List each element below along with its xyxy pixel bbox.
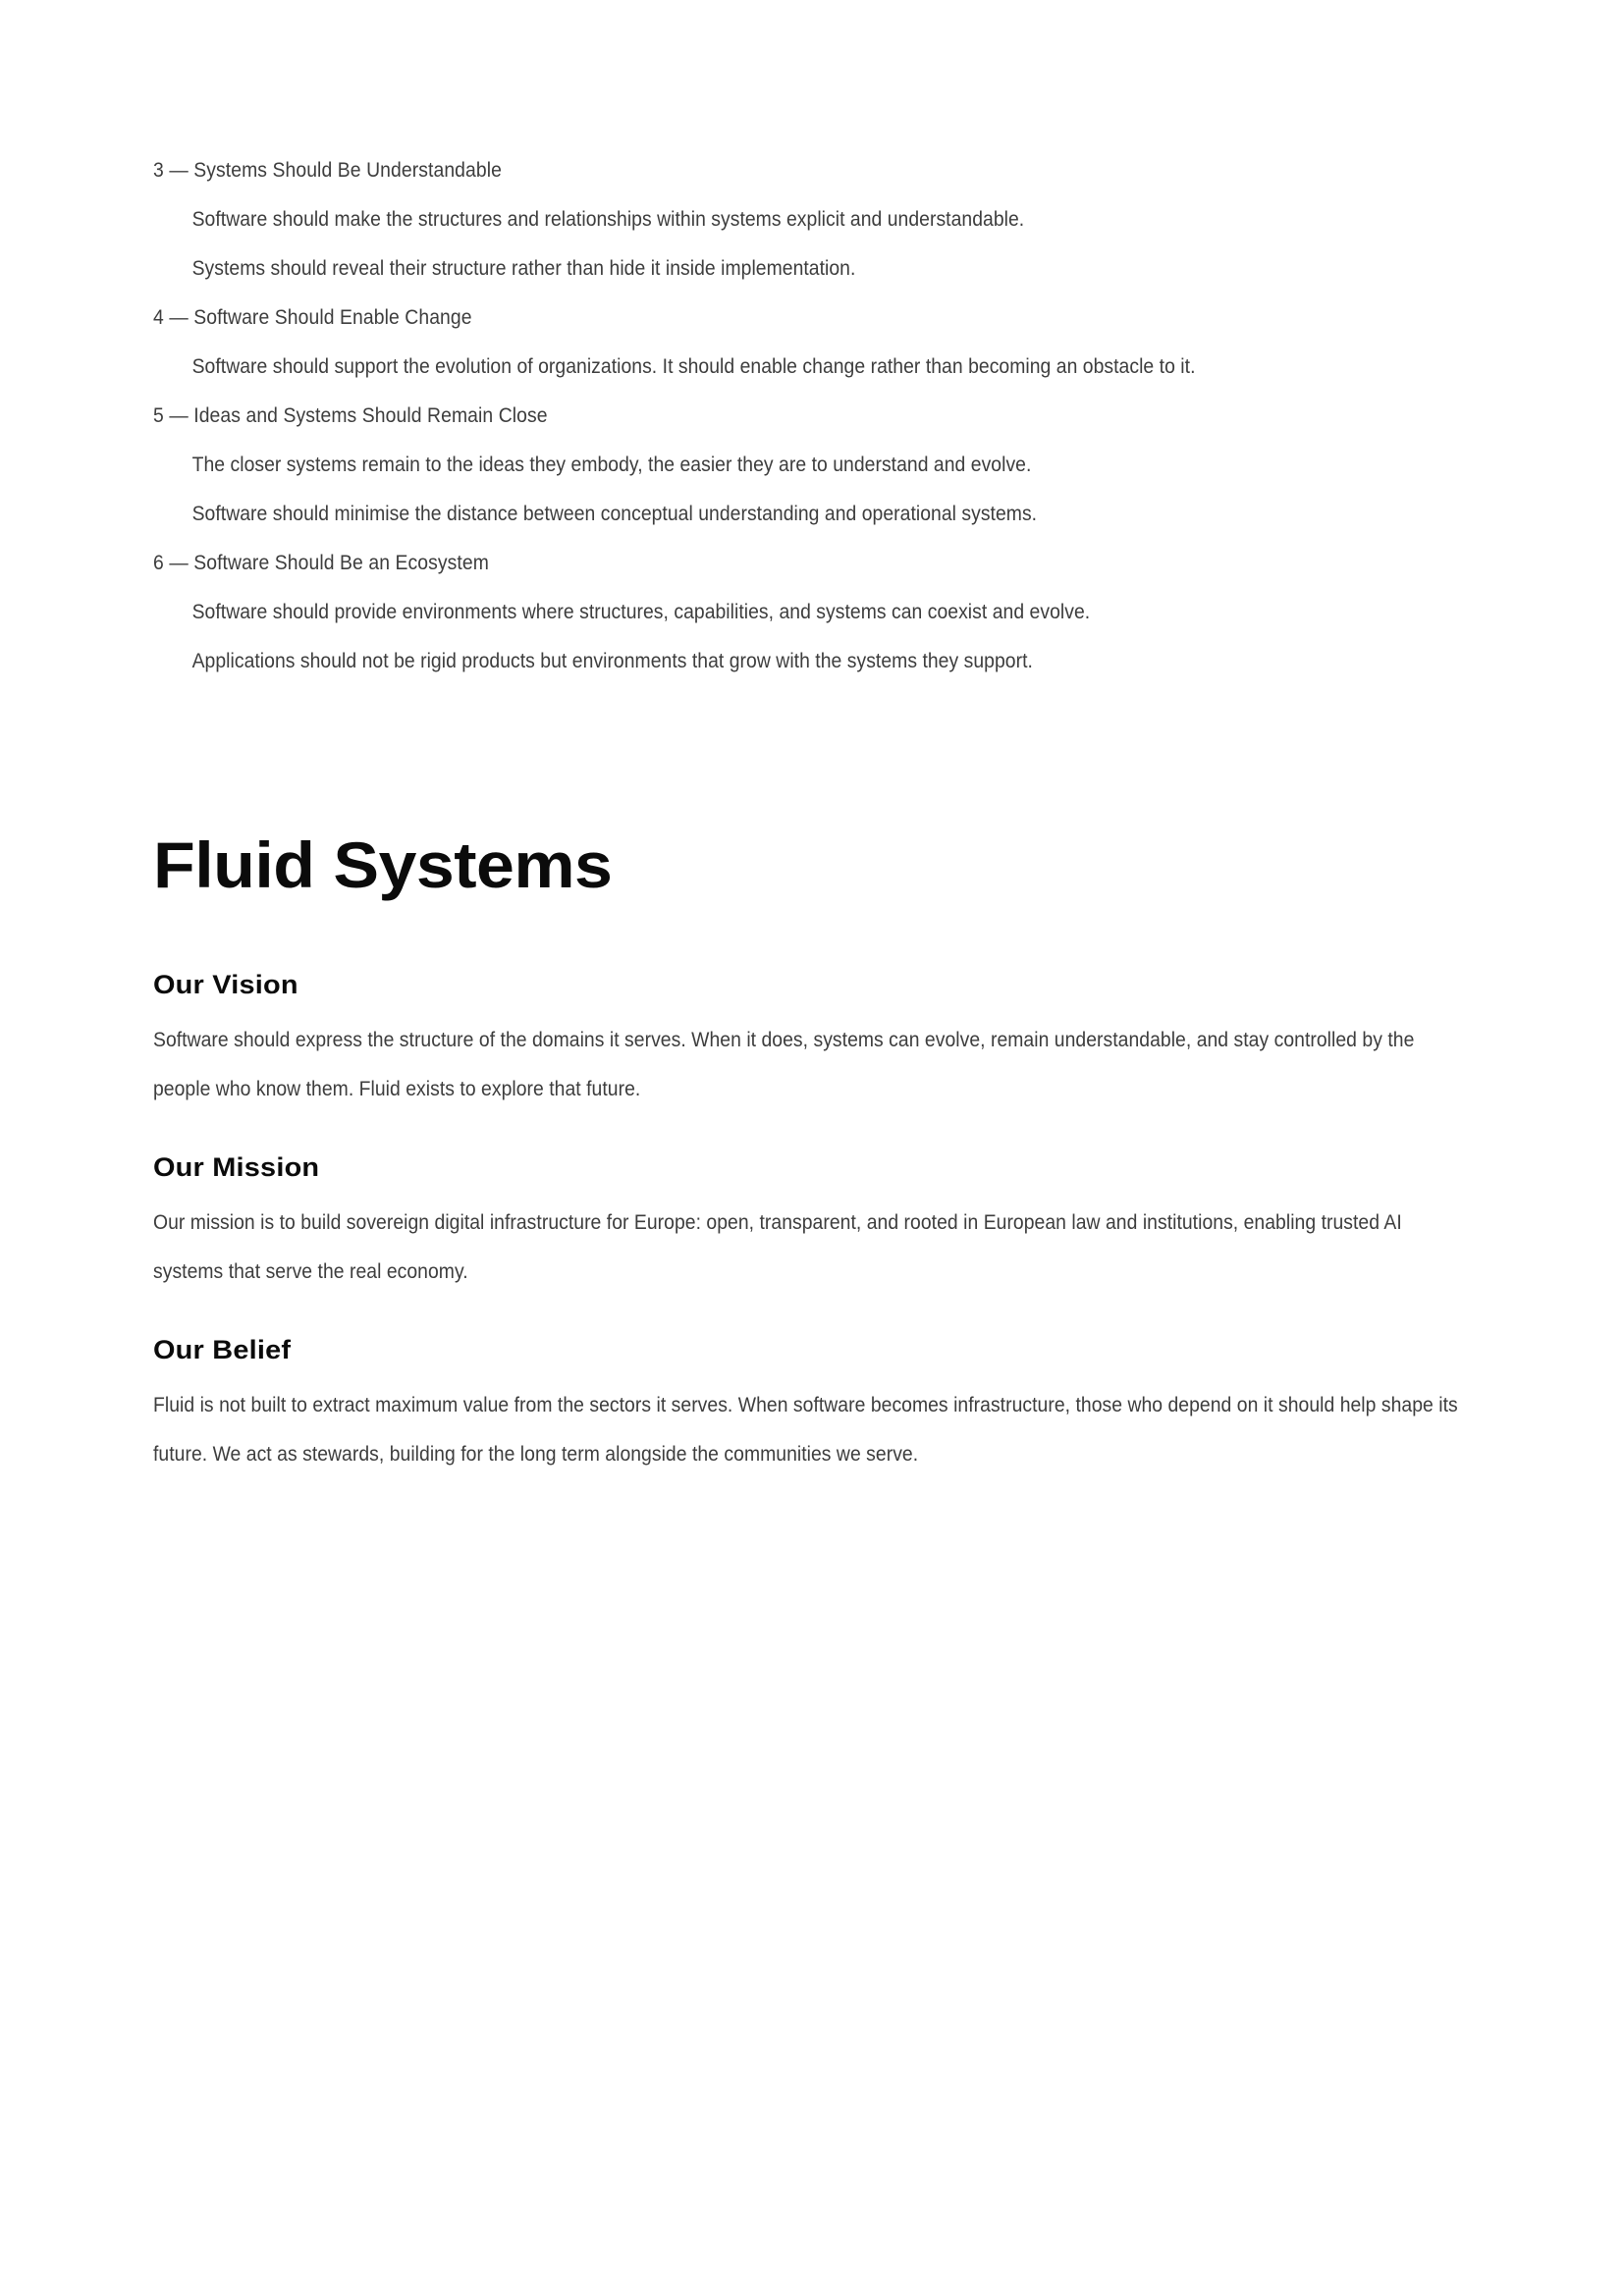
list-item	[153, 391, 1472, 538]
section-body: Fluid is not built to extract maximum value from the sectors it serves. When software becomes infrastructure, those who depend on it should help shape its future. We act as stewards, building for the long term alongside the communities we serve.	[153, 1393, 1458, 1466]
section-heading: Our Mission	[153, 1152, 320, 1182]
principle-title: 3 — Systems Should Be Understandable	[153, 158, 502, 182]
principle-detail-list	[153, 440, 1472, 538]
principle-detail-line: Applications should not be rigid products but environments that grow with the systems they support.	[191, 649, 1033, 672]
principle-detail-list	[153, 194, 1472, 293]
principle-detail-line: Software should provide environments where structures, capabilities, and systems can coexist and evolve.	[191, 600, 1091, 623]
principles-list	[153, 145, 1472, 685]
sections-container	[153, 968, 1474, 1478]
section-body: Software should express the structure of the domains it serves. When it does, systems can evolve, remain understandable, and stay controlled by the people who know them. Fluid exists to explore that future.	[153, 1028, 1415, 1100]
principle-title: 4 — Software Should Enable Change	[153, 305, 472, 329]
section-our-mission	[153, 1150, 1474, 1296]
principle-title: 5 — Ideas and Systems Should Remain Close	[153, 403, 548, 427]
section-our-vision	[153, 968, 1474, 1113]
principle-detail-line: Software should minimise the distance between conceptual understanding and operational systems.	[191, 502, 1038, 525]
section-body: Our mission is to build sovereign digital infrastructure for Europe: open, transparent, and rooted in European law and institutions, enabling trusted AI systems that serve the real economy.	[153, 1210, 1402, 1283]
principle-detail-line: The closer systems remain to the ideas they embody, the easier they are to understand and evolve.	[191, 453, 1032, 476]
section-our-belief	[153, 1333, 1474, 1478]
page-title: Fluid Systems	[153, 828, 613, 901]
section-heading: Our Vision	[153, 970, 298, 999]
section-heading: Our Belief	[153, 1335, 292, 1364]
list-item	[153, 293, 1472, 391]
list-item	[153, 145, 1472, 293]
principle-detail-list	[153, 342, 1472, 391]
principle-detail-line: Systems should reveal their structure rather than hide it inside implementation.	[191, 256, 856, 280]
principle-title: 6 — Software Should Be an Ecosystem	[153, 551, 489, 574]
principle-detail-line: Software should support the evolution of organizations. It should enable change rather than becoming an obstacle to it.	[191, 354, 1196, 378]
principle-detail-list	[153, 587, 1472, 685]
principle-detail-line: Software should make the structures and relationships within systems explicit and understandable.	[191, 207, 1025, 231]
list-item	[153, 538, 1472, 685]
